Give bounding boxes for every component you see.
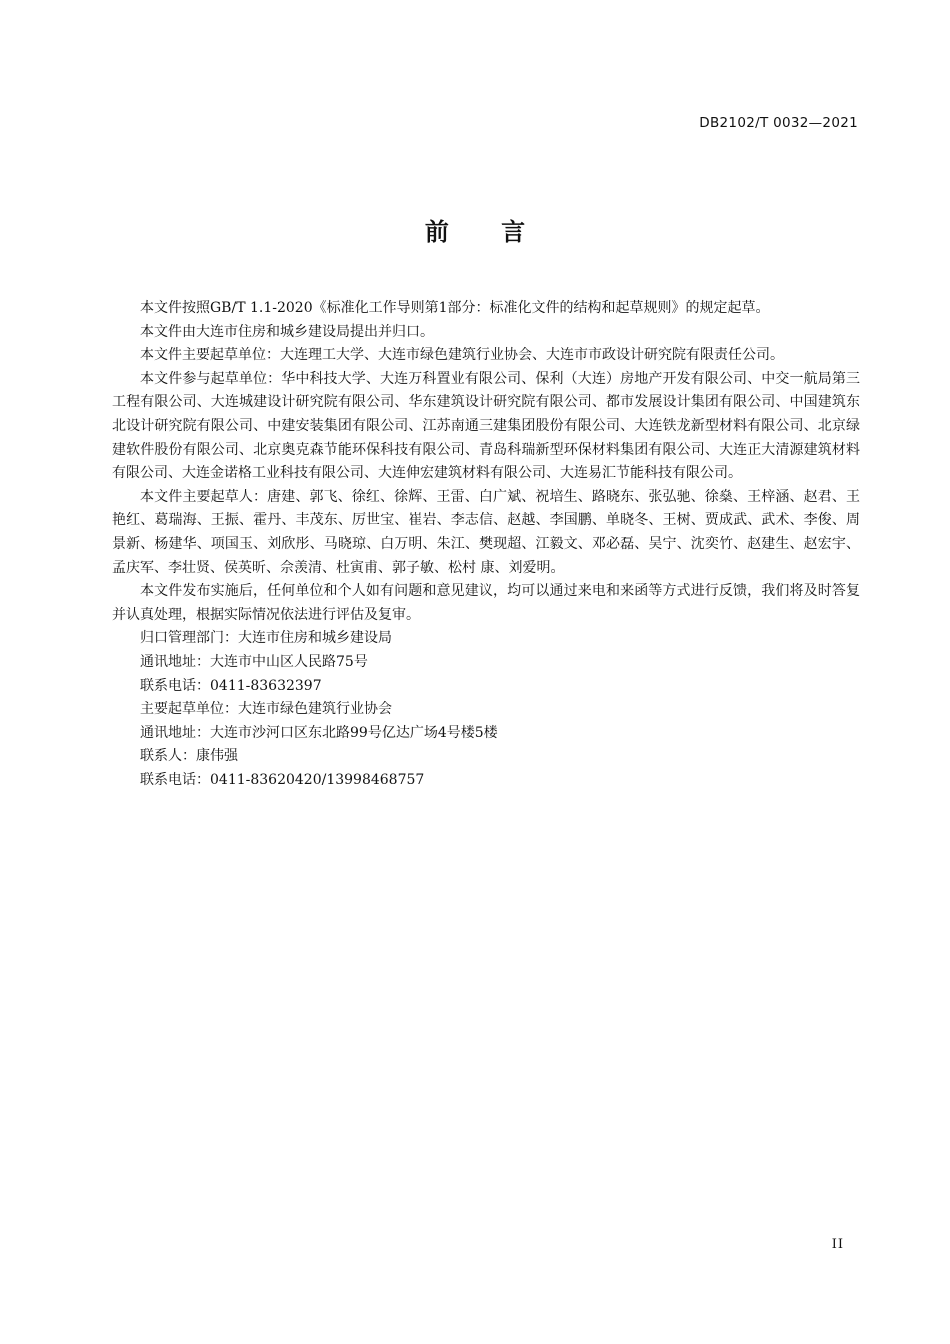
page-title: 前 言: [424, 218, 548, 246]
document-body: [112, 297, 860, 792]
contact-address: 通讯地址：大连市中山区人民路75号: [140, 653, 368, 670]
contact-person: 联系人：康伟强: [140, 748, 238, 765]
contact-phone: 联系电话：0411-83632397: [140, 677, 322, 694]
paragraph-drafting-rules: 本文件按照GB/T 1.1-2020《标准化工作导则第1部分：标准化文件的结构和起草规则》的规定起草。: [140, 300, 770, 316]
paragraph-feedback: 本文件发布实施后，任何单位和个人如有问题和意见建议，均可以通过来电和来函等方式进行反馈，我们将及时答复并认真处理，根据实际情况依法进行评估及复审。: [112, 583, 860, 623]
paragraph-proposer: 本文件由大连市住房和城乡建设局提出并归口。: [140, 323, 434, 340]
document-code: DB2102/T 0032—2021: [699, 115, 858, 131]
paragraph-main-drafting-units: 本文件主要起草单位：大连理工大学、大连市绿色建筑行业协会、大连市市政设计研究院有限责任公司。: [140, 347, 784, 364]
contact-drafting-unit: 主要起草单位：大连市绿色建筑行业协会: [140, 701, 392, 718]
contact-drafting-address: 通讯地址：大连市沙河口区东北路99号亿达广场4号楼5楼: [140, 724, 498, 741]
paragraph-participating-units: 本文件参与起草单位：华中科技大学、大连万科置业有限公司、保利（大连）房地产开发有限公司、中交一航局第三工程有限公司、大连城建设计研究院有限公司、华东建筑设计研究院有限公司、都市发展设计集团有限公司、中国建筑东北设计研究院有限公司、中建安装集团有限公司、江苏南通三建集团股份有限公司、大连铁龙新型材料有限公司、北京绿建软件股份有限公司、北京奥克森节能环保科技有限公司、青岛科瑞新型环保材料集团有限公司、大连正大清源建筑材料有限公司、大连金诺格工业科技有限公司、大连伸宏建筑材料有限公司、大连易汇节能科技有限公司。: [112, 370, 860, 482]
paragraph-main-drafters: 本文件主要起草人：唐建、郭飞、徐红、徐辉、王雷、白广斌、祝培生、路晓东、张弘驰、徐燊、王梓涵、赵君、王艳红、葛瑞海、王振、霍丹、丰茂东、厉世宝、崔岩、李志信、赵越、李国鹏、单晓冬、王树、贾成武、武术、李俊、周景新、杨建华、项国玉、刘欣彤、马晓琼、白万明、朱江、樊现超、江毅文、邓必磊、吴宁、沈奕竹、赵建生、赵宏宇、孟庆军、李壮贤、侯英昕、佘羡清、杜寅甫、郭子敏、松村 康、刘爱明。: [112, 488, 860, 576]
page-number: II: [831, 1237, 844, 1252]
contact-drafting-phone: 联系电话：0411-83620420/13998468757: [140, 771, 425, 788]
contact-department: 归口管理部门：大连市住房和城乡建设局: [140, 630, 392, 647]
